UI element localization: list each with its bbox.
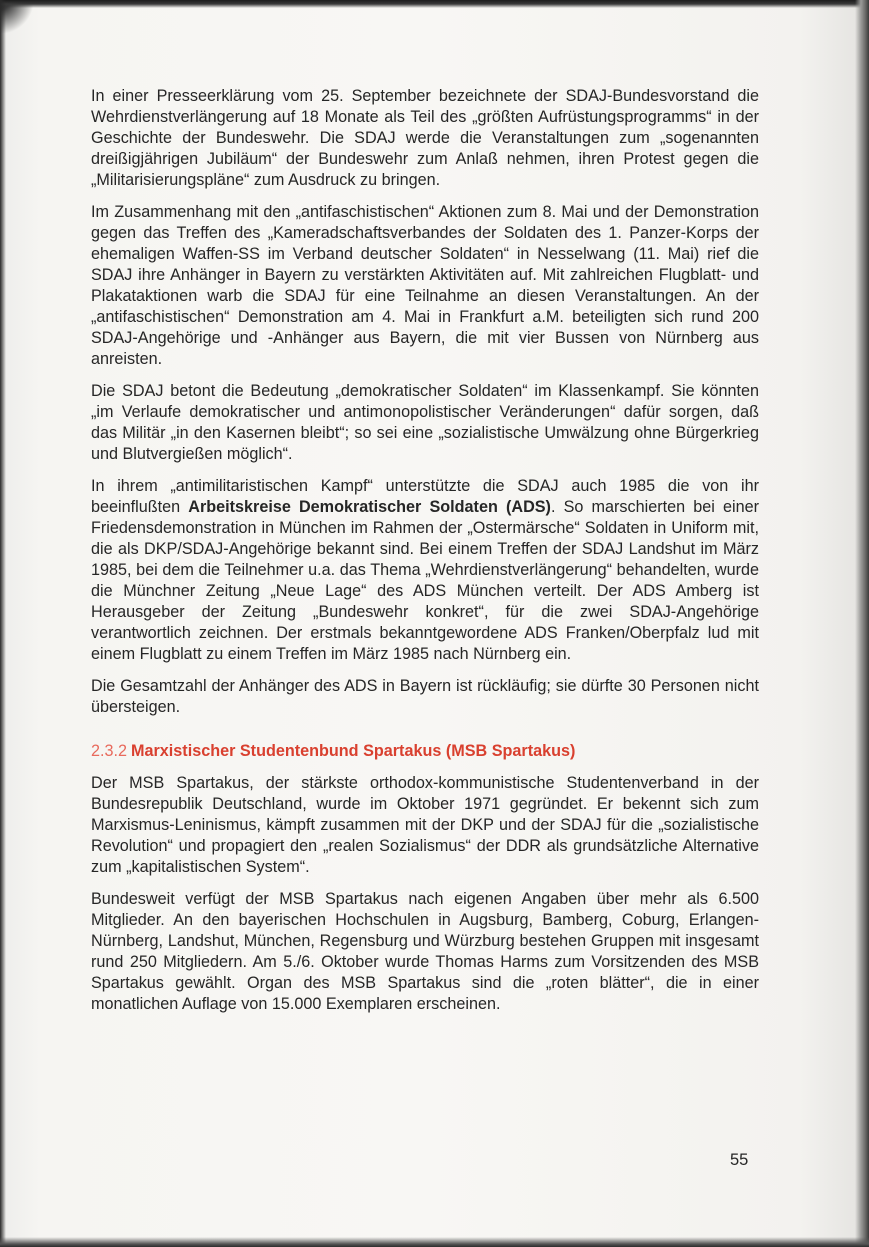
text-body xyxy=(91,86,759,1026)
section-heading xyxy=(91,741,759,762)
scan-edge-top xyxy=(0,0,869,8)
paragraph-ads-count: Die Gesamtzahl der Anhänger des ADS in Bayern ist rückläufig; sie dürfte 30 Personen nicht übersteigen. xyxy=(91,677,759,716)
ads-paragraph-intro: In ihrem „antimilitaristischen Kampf“ unterstützte die SDAJ auch 1985 die von ihr beeinflußten xyxy=(91,477,759,516)
paragraph-msb-founding: Der MSB Spartakus, der stärkste orthodox-kommunistische Studentenverband in der Bundesrepublik Deutschland, wurde im Oktober 1971 gegründet. Er bekennt sich zum Marxismus-Leninismus, kämpft zusammen mit der DKP und der SDAJ für die „sozialistische Revolution“ und propagiert den „realen Sozialismus“ der DDR als grundsätzliche Alternative zum „kapitalistischen System“. xyxy=(91,774,759,876)
section-title: Marxistischer Studentenbund Spartakus (MSB Spartakus) xyxy=(131,742,576,760)
paragraph-democratic-soldiers: Die SDAJ betont die Bedeutung „demokratischer Soldaten“ im Klassenkampf. Sie könnten „im Verlaufe demokratischer und antimonopolistischer Veränderungen“ dafür sorgen, daß das Militär „in den Kasernen bleibt“; so sei eine „sozialistische Umwälzung ohne Bürgerkrieg und Blutvergießen möglich“. xyxy=(91,382,759,463)
paragraph-ads xyxy=(91,476,759,665)
scan-edge-left xyxy=(0,0,6,1247)
page-number: 55 xyxy=(730,1151,749,1169)
ads-bold-term: Arbeitskreise Demokratischer Soldaten (ADS) xyxy=(188,498,551,516)
paragraph-press-release: In einer Presseerklärung vom 25. September bezeichnete der SDAJ-Bundesvorstand die Wehrdienstverlängerung auf 18 Monate als Teil des „größten Aufrüstungsprogramms“ in der Geschichte der Bundeswehr. Die SDAJ werde die Veranstaltungen zum „sogenannten dreißigjährigen Jubiläum“ der Bundeswehr zum Anlaß nehmen, ihren Protest gegen die „Militarisierungspläne“ zum Ausdruck zu bringen. xyxy=(91,87,759,189)
ads-paragraph-rest: . So marschierten bei einer Friedensdemonstration in München im Rahmen der „Ostermärsche“ Soldaten in Uniform mit, die als DKP/SDAJ-Angehörige bekannt sind. Bei einem Treffen der SDAJ Landshut im März 1985, bei dem die Teilnehmer u.a. das Thema „Wehrdienstverlängerung“ behandelten, wurde die Münchner Zeitung „Neue Lage“ des ADS München verteilt. Der ADS Amberg ist Herausgeber der Zeitung „Bundeswehr konkret“, für die zwei SDAJ-Angehörige verantwortlich zeichnen. Der erstmals bekanntgewordene ADS Franken/Oberpfalz lud mit einem Flugblatt zu einem Treffen im März 1985 nach Nürnberg ein. xyxy=(91,498,759,663)
paragraph-msb-members: Bundesweit verfügt der MSB Spartakus nach eigenen Angaben über mehr als 6.500 Mitglieder. An den bayerischen Hochschulen in Augsburg, Bamberg, Coburg, Erlangen-Nürnberg, Landshut, München, Regensburg und Würzburg bestehen Gruppen mit insgesamt rund 250 Mitgliedern. Am 5./6. Oktober wurde Thomas Harms zum Vorsitzenden des MSB Spartakus gewählt. Organ des MSB Spartakus sind die „roten blätter“, die in einer monatlichen Auflage von 15.000 Exemplaren erscheinen. xyxy=(91,890,759,1013)
paragraph-antifascist-actions: Im Zusammenhang mit den „antifaschistischen“ Aktionen zum 8. Mai und der Demonstration gegen das Treffen des „Kameradschaftsverbandes der Soldaten des 1. Panzer-Korps der ehemaligen Waffen-SS im Verband deutscher Soldaten“ in Nesselwang (11. Mai) rief die SDAJ ihre Anhänger in Bayern zu verstärkten Aktivitäten auf. Mit zahlreichen Flugblatt- und Plakataktionen warb die SDAJ für eine Teilnahme an diesen Veranstaltungen. An der „antifaschistischen“ Demonstration am 4. Mai in Frankfurt a.M. beteiligten sich rund 200 SDAJ-Angehörige und -Anhänger aus Bayern, die mit vier Bussen von Nürnberg aus anreisten. xyxy=(91,203,759,368)
section-number: 2.3.2 xyxy=(91,742,128,760)
scan-edge-right xyxy=(855,0,869,1247)
scan-edge-bottom xyxy=(0,1237,869,1247)
